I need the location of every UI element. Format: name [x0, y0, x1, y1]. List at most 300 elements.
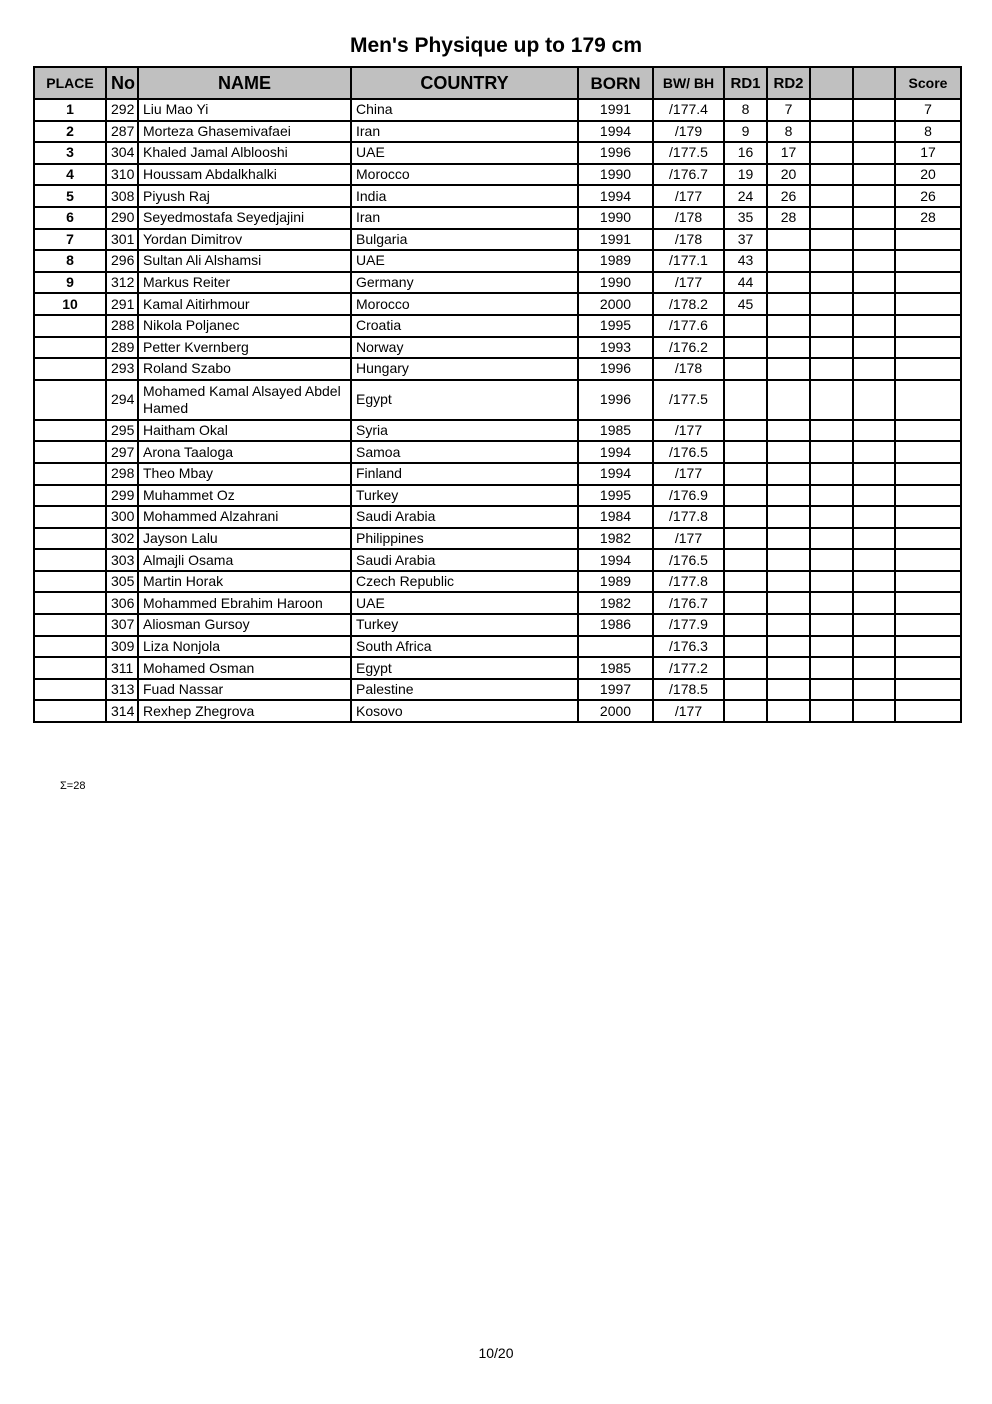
extra-cell-1	[810, 441, 853, 463]
table-row	[34, 315, 961, 337]
table-row	[34, 657, 961, 679]
extra-cell-1	[810, 272, 853, 294]
table-row	[34, 592, 961, 614]
name-cell: Theo Mbay	[138, 463, 351, 485]
name-cell: Haitham Okal	[138, 420, 351, 442]
extra-cell-1	[810, 315, 853, 337]
extra-cell-1	[810, 420, 853, 442]
name-cell: Liza Nonjola	[138, 636, 351, 658]
bw-bh-cell: /177.4	[653, 99, 724, 121]
name-cell: Seyedmostafa Seyedjajini	[138, 207, 351, 229]
bw-bh-cell: /177	[653, 528, 724, 550]
rd1-cell	[724, 441, 767, 463]
rd1-cell: 24	[724, 185, 767, 207]
number-cell: 300	[106, 506, 138, 528]
bw-bh-cell: /176.7	[653, 592, 724, 614]
table-row	[34, 272, 961, 294]
extra-cell-2	[853, 293, 895, 315]
score-cell	[895, 250, 961, 272]
born-cell: 1993	[578, 337, 653, 359]
bw-bh-cell: /177	[653, 185, 724, 207]
country-cell: Turkey	[351, 485, 578, 507]
extra-cell-1	[810, 164, 853, 186]
place-cell	[34, 592, 106, 614]
name-cell: Morteza Ghasemivafaei	[138, 121, 351, 143]
table-row	[34, 142, 961, 164]
number-cell: 293	[106, 358, 138, 380]
extra-cell-1	[810, 293, 853, 315]
born-cell: 1990	[578, 164, 653, 186]
name-cell: Mohammed Alzahrani	[138, 506, 351, 528]
table-row	[34, 358, 961, 380]
place-cell	[34, 420, 106, 442]
rd2-cell	[767, 614, 810, 636]
extra-cell-1	[810, 229, 853, 251]
table-row	[34, 614, 961, 636]
rd2-cell: 17	[767, 142, 810, 164]
born-cell: 1982	[578, 528, 653, 550]
page-title: Men's Physique up to 179 cm	[349, 34, 643, 57]
bw-bh-cell: /177.5	[653, 142, 724, 164]
extra-cell-1	[810, 506, 853, 528]
born-cell: 1984	[578, 506, 653, 528]
place-cell	[34, 614, 106, 636]
page-number: 10/20	[478, 1345, 514, 1361]
place-cell	[34, 571, 106, 593]
name-cell: Petter Kvernberg	[138, 337, 351, 359]
rd2-cell	[767, 250, 810, 272]
born-cell: 1994	[578, 185, 653, 207]
place-cell	[34, 700, 106, 722]
score-cell	[895, 506, 961, 528]
extra-cell-1	[810, 636, 853, 658]
country-cell: Egypt	[351, 380, 578, 420]
country-cell: Philippines	[351, 528, 578, 550]
rd2-cell	[767, 358, 810, 380]
country-cell: Samoa	[351, 441, 578, 463]
number-cell: 314	[106, 700, 138, 722]
rd1-cell	[724, 463, 767, 485]
name-cell: Piyush Raj	[138, 185, 351, 207]
rd2-cell	[767, 636, 810, 658]
extra-cell-2	[853, 463, 895, 485]
table-row	[34, 636, 961, 658]
born-cell: 1994	[578, 549, 653, 571]
rd2-cell	[767, 485, 810, 507]
country-cell: Iran	[351, 121, 578, 143]
table-row	[34, 337, 961, 359]
country-cell: Saudi Arabia	[351, 549, 578, 571]
number-cell: 301	[106, 229, 138, 251]
country-cell: UAE	[351, 142, 578, 164]
born-cell: 1986	[578, 614, 653, 636]
extra-cell-2	[853, 506, 895, 528]
header-bw-bh: BW/ BH	[653, 67, 724, 99]
country-cell: Morocco	[351, 293, 578, 315]
score-cell	[895, 337, 961, 359]
rd2-cell	[767, 549, 810, 571]
place-cell: 5	[34, 185, 106, 207]
extra-cell-2	[853, 142, 895, 164]
born-cell: 1996	[578, 380, 653, 420]
place-cell	[34, 528, 106, 550]
score-cell: 17	[895, 142, 961, 164]
sigma-total: Σ=28	[60, 780, 86, 792]
score-cell: 7	[895, 99, 961, 121]
number-cell: 299	[106, 485, 138, 507]
score-cell	[895, 549, 961, 571]
rd2-cell	[767, 679, 810, 701]
country-cell: India	[351, 185, 578, 207]
name-cell: Fuad Nassar	[138, 679, 351, 701]
born-cell: 1989	[578, 571, 653, 593]
rd1-cell	[724, 420, 767, 442]
rd1-cell: 8	[724, 99, 767, 121]
number-cell: 288	[106, 315, 138, 337]
score-cell	[895, 441, 961, 463]
rd2-cell	[767, 441, 810, 463]
bw-bh-cell: /178	[653, 358, 724, 380]
number-cell: 290	[106, 207, 138, 229]
number-cell: 287	[106, 121, 138, 143]
bw-bh-cell: /178.5	[653, 679, 724, 701]
rd2-cell	[767, 229, 810, 251]
extra-cell-2	[853, 485, 895, 507]
bw-bh-cell: /177.9	[653, 614, 724, 636]
score-cell	[895, 420, 961, 442]
rd2-cell	[767, 463, 810, 485]
score-cell: 8	[895, 121, 961, 143]
name-cell: Kamal Aitirhmour	[138, 293, 351, 315]
country-cell: UAE	[351, 592, 578, 614]
rd1-cell	[724, 380, 767, 420]
rd2-cell: 26	[767, 185, 810, 207]
extra-cell-1	[810, 142, 853, 164]
header-country: COUNTRY	[351, 67, 578, 99]
header-no: No	[106, 67, 138, 99]
bw-bh-cell: /177.1	[653, 250, 724, 272]
table-row	[34, 293, 961, 315]
rd1-cell	[724, 657, 767, 679]
bw-bh-cell: /176.2	[653, 337, 724, 359]
table-row	[34, 528, 961, 550]
place-cell	[34, 506, 106, 528]
score-cell	[895, 614, 961, 636]
rd1-cell	[724, 506, 767, 528]
extra-cell-1	[810, 463, 853, 485]
country-cell: Germany	[351, 272, 578, 294]
header-name: NAME	[138, 67, 351, 99]
place-cell: 1	[34, 99, 106, 121]
bw-bh-cell: /176.7	[653, 164, 724, 186]
table-row	[34, 250, 961, 272]
place-cell	[34, 463, 106, 485]
number-cell: 297	[106, 441, 138, 463]
country-cell: Croatia	[351, 315, 578, 337]
score-cell	[895, 485, 961, 507]
bw-bh-cell: /176.9	[653, 485, 724, 507]
born-cell: 1990	[578, 207, 653, 229]
header-born: BORN	[578, 67, 653, 99]
place-cell: 9	[34, 272, 106, 294]
country-cell: Finland	[351, 463, 578, 485]
rd1-cell: 9	[724, 121, 767, 143]
bw-bh-cell: /176.5	[653, 441, 724, 463]
country-cell: Morocco	[351, 164, 578, 186]
table-row	[34, 549, 961, 571]
extra-cell-1	[810, 337, 853, 359]
rd2-cell: 7	[767, 99, 810, 121]
country-cell: Egypt	[351, 657, 578, 679]
rd1-cell	[724, 358, 767, 380]
born-cell: 1991	[578, 99, 653, 121]
score-cell	[895, 657, 961, 679]
born-cell: 1982	[578, 592, 653, 614]
place-cell	[34, 679, 106, 701]
extra-cell-2	[853, 164, 895, 186]
table-row	[34, 229, 961, 251]
place-cell	[34, 441, 106, 463]
rd2-cell: 8	[767, 121, 810, 143]
rd1-cell: 19	[724, 164, 767, 186]
header-score: Score	[895, 67, 961, 99]
name-cell: Yordan Dimitrov	[138, 229, 351, 251]
name-cell: Mohamed Osman	[138, 657, 351, 679]
place-cell: 2	[34, 121, 106, 143]
rd2-cell	[767, 700, 810, 722]
score-cell	[895, 700, 961, 722]
header-extra-2	[853, 67, 895, 99]
score-cell	[895, 293, 961, 315]
number-cell: 294	[106, 380, 138, 420]
rd2-cell	[767, 315, 810, 337]
header-extra-1	[810, 67, 853, 99]
born-cell: 1995	[578, 485, 653, 507]
bw-bh-cell: /177	[653, 272, 724, 294]
bw-bh-cell: /179	[653, 121, 724, 143]
table-row	[34, 99, 961, 121]
rd2-cell	[767, 592, 810, 614]
born-cell: 1990	[578, 272, 653, 294]
score-cell	[895, 315, 961, 337]
score-cell	[895, 463, 961, 485]
extra-cell-1	[810, 250, 853, 272]
born-cell: 1994	[578, 463, 653, 485]
extra-cell-2	[853, 679, 895, 701]
extra-cell-1	[810, 207, 853, 229]
name-cell: Nikola Poljanec	[138, 315, 351, 337]
number-cell: 304	[106, 142, 138, 164]
bw-bh-cell: /177	[653, 700, 724, 722]
score-cell	[895, 592, 961, 614]
number-cell: 313	[106, 679, 138, 701]
rd1-cell: 16	[724, 142, 767, 164]
extra-cell-2	[853, 337, 895, 359]
country-cell: Hungary	[351, 358, 578, 380]
table-row	[34, 420, 961, 442]
extra-cell-1	[810, 528, 853, 550]
name-cell: Khaled Jamal Alblooshi	[138, 142, 351, 164]
number-cell: 302	[106, 528, 138, 550]
score-cell	[895, 380, 961, 420]
rd2-cell	[767, 528, 810, 550]
bw-bh-cell: /177.8	[653, 506, 724, 528]
rd1-cell	[724, 592, 767, 614]
bw-bh-cell: /177.6	[653, 315, 724, 337]
country-cell: China	[351, 99, 578, 121]
born-cell: 1989	[578, 250, 653, 272]
name-cell: Sultan Ali Alshamsi	[138, 250, 351, 272]
country-cell: Syria	[351, 420, 578, 442]
table-row	[34, 185, 961, 207]
rd2-cell	[767, 571, 810, 593]
place-cell	[34, 485, 106, 507]
extra-cell-1	[810, 700, 853, 722]
table-row	[34, 463, 961, 485]
place-cell	[34, 380, 106, 420]
number-cell: 310	[106, 164, 138, 186]
extra-cell-2	[853, 229, 895, 251]
number-cell: 291	[106, 293, 138, 315]
rd2-cell	[767, 420, 810, 442]
score-cell	[895, 571, 961, 593]
extra-cell-1	[810, 657, 853, 679]
extra-cell-2	[853, 185, 895, 207]
born-cell: 1996	[578, 142, 653, 164]
score-cell	[895, 272, 961, 294]
name-cell: Mohammed Ebrahim Haroon	[138, 592, 351, 614]
rd1-cell: 43	[724, 250, 767, 272]
table-row	[34, 164, 961, 186]
rd2-cell	[767, 506, 810, 528]
name-cell: Rexhep Zhegrova	[138, 700, 351, 722]
extra-cell-2	[853, 380, 895, 420]
place-cell: 4	[34, 164, 106, 186]
country-cell: Kosovo	[351, 700, 578, 722]
name-cell: Aliosman Gursoy	[138, 614, 351, 636]
name-cell: Jayson Lalu	[138, 528, 351, 550]
rd2-cell	[767, 293, 810, 315]
rd1-cell: 45	[724, 293, 767, 315]
score-cell	[895, 229, 961, 251]
place-cell	[34, 315, 106, 337]
table-row	[34, 571, 961, 593]
place-cell	[34, 549, 106, 571]
extra-cell-2	[853, 441, 895, 463]
place-cell	[34, 337, 106, 359]
score-cell	[895, 679, 961, 701]
extra-cell-2	[853, 636, 895, 658]
born-cell: 1994	[578, 441, 653, 463]
bw-bh-cell: /177.2	[653, 657, 724, 679]
rd2-cell	[767, 657, 810, 679]
score-cell	[895, 358, 961, 380]
number-cell: 305	[106, 571, 138, 593]
place-cell: 6	[34, 207, 106, 229]
number-cell: 303	[106, 549, 138, 571]
table-row	[34, 380, 961, 420]
number-cell: 307	[106, 614, 138, 636]
rd1-cell	[724, 679, 767, 701]
score-cell: 28	[895, 207, 961, 229]
rd1-cell	[724, 700, 767, 722]
extra-cell-2	[853, 250, 895, 272]
bw-bh-cell: /178	[653, 229, 724, 251]
rd1-cell	[724, 485, 767, 507]
rd1-cell: 37	[724, 229, 767, 251]
extra-cell-1	[810, 185, 853, 207]
bw-bh-cell: /176.5	[653, 549, 724, 571]
rd1-cell	[724, 636, 767, 658]
rd1-cell	[724, 571, 767, 593]
rd1-cell	[724, 337, 767, 359]
rd2-cell: 28	[767, 207, 810, 229]
bw-bh-cell: /177	[653, 463, 724, 485]
extra-cell-1	[810, 592, 853, 614]
country-cell: Czech Republic	[351, 571, 578, 593]
extra-cell-1	[810, 99, 853, 121]
born-cell: 2000	[578, 700, 653, 722]
name-cell: Roland Szabo	[138, 358, 351, 380]
bw-bh-cell: /176.3	[653, 636, 724, 658]
born-cell: 1985	[578, 420, 653, 442]
place-cell	[34, 636, 106, 658]
extra-cell-2	[853, 614, 895, 636]
extra-cell-2	[853, 700, 895, 722]
rd2-cell	[767, 380, 810, 420]
rd1-cell	[724, 528, 767, 550]
born-cell: 1995	[578, 315, 653, 337]
extra-cell-2	[853, 657, 895, 679]
extra-cell-2	[853, 207, 895, 229]
table-row	[34, 700, 961, 722]
table-row	[34, 441, 961, 463]
number-cell: 296	[106, 250, 138, 272]
place-cell: 10	[34, 293, 106, 315]
rd1-cell	[724, 614, 767, 636]
extra-cell-2	[853, 99, 895, 121]
number-cell: 309	[106, 636, 138, 658]
born-cell: 1991	[578, 229, 653, 251]
country-cell: Palestine	[351, 679, 578, 701]
header-place: PLACE	[34, 67, 106, 99]
extra-cell-2	[853, 272, 895, 294]
number-cell: 292	[106, 99, 138, 121]
rd1-cell: 35	[724, 207, 767, 229]
born-cell	[578, 636, 653, 658]
extra-cell-1	[810, 380, 853, 420]
place-cell: 3	[34, 142, 106, 164]
number-cell: 298	[106, 463, 138, 485]
extra-cell-1	[810, 571, 853, 593]
born-cell: 2000	[578, 293, 653, 315]
results-table	[33, 66, 962, 723]
name-cell: Mohamed Kamal Alsayed Abdel Hamed	[138, 380, 351, 420]
bw-bh-cell: /177.8	[653, 571, 724, 593]
name-cell: Almajli Osama	[138, 549, 351, 571]
born-cell: 1997	[578, 679, 653, 701]
number-cell: 311	[106, 657, 138, 679]
extra-cell-2	[853, 571, 895, 593]
table-row	[34, 207, 961, 229]
number-cell: 289	[106, 337, 138, 359]
number-cell: 306	[106, 592, 138, 614]
score-cell: 26	[895, 185, 961, 207]
score-cell	[895, 636, 961, 658]
name-cell: Liu Mao Yi	[138, 99, 351, 121]
country-cell: Bulgaria	[351, 229, 578, 251]
born-cell: 1996	[578, 358, 653, 380]
